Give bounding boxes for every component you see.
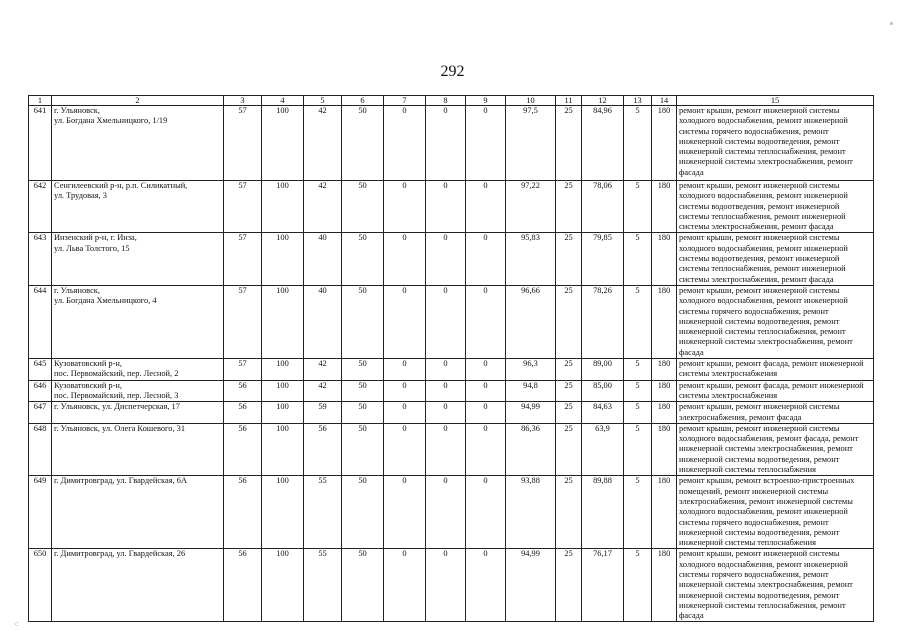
col-12: 84,96 [582,106,624,181]
col-10: 96,66 [506,285,556,358]
col-14: 180 [652,285,677,358]
col-8: 0 [426,181,466,233]
col-3: 56 [224,380,262,402]
col-9: 0 [466,285,506,358]
address: г. Ульяновск, ул. Олега Кошевого, 31 [52,423,224,475]
column-header: 6 [342,96,384,106]
column-header: 13 [624,96,652,106]
col-7: 0 [384,106,426,181]
works-table [28,95,874,622]
works-list: ремонт крыши, ремонт встроенно-пристроенных помещений, ремонт инженерной системы электроснабжения, ремонт инженерной системы холодного водоснабжения, ремонт инженерной системы горячего водоснабжения, ремонт инженерной системы водоотведения, ремонт инженерной системы теплоснабжения [677,476,874,549]
col-6: 50 [342,106,384,181]
col-12: 84,63 [582,402,624,424]
col-9: 0 [466,106,506,181]
table-row [29,359,874,381]
column-header: 3 [224,96,262,106]
col-5: 55 [304,476,342,549]
col-11: 25 [556,233,582,285]
col-11: 25 [556,359,582,381]
col-13: 5 [624,476,652,549]
col-6: 50 [342,285,384,358]
address: Кузоватовский р-н, пос. Первомайский, пер. Лесной, 3 [52,380,224,402]
col-6: 50 [342,233,384,285]
col-11: 25 [556,476,582,549]
col-8: 0 [426,402,466,424]
col-11: 25 [556,380,582,402]
col-12: 63,9 [582,423,624,475]
col-10: 94,8 [506,380,556,402]
column-header: 11 [556,96,582,106]
col-13: 5 [624,402,652,424]
col-6: 50 [342,181,384,233]
address: г. Ульяновск, ул. Богдана Хмельницкого, 1/19 [52,106,224,181]
col-14: 180 [652,380,677,402]
col-10: 97,5 [506,106,556,181]
column-header: 10 [506,96,556,106]
column-header: 2 [52,96,224,106]
table-row [29,181,874,233]
column-header: 1 [29,96,52,106]
col-9: 0 [466,233,506,285]
col-3: 56 [224,423,262,475]
column-header: 4 [262,96,304,106]
row-number: 644 [29,285,52,358]
col-4: 100 [262,476,304,549]
col-12: 89,00 [582,359,624,381]
col-3: 56 [224,402,262,424]
col-10: 86,36 [506,423,556,475]
col-4: 100 [262,233,304,285]
col-5: 42 [304,181,342,233]
table-row [29,549,874,622]
col-3: 57 [224,106,262,181]
col-3: 57 [224,359,262,381]
col-6: 50 [342,359,384,381]
col-13: 5 [624,380,652,402]
col-13: 5 [624,549,652,622]
col-13: 5 [624,181,652,233]
col-14: 180 [652,359,677,381]
address: г. Димитровград, ул. Гвардейская, 6А [52,476,224,549]
col-14: 180 [652,233,677,285]
col-8: 0 [426,549,466,622]
col-13: 5 [624,359,652,381]
col-8: 0 [426,233,466,285]
col-12: 79,85 [582,233,624,285]
col-5: 55 [304,549,342,622]
row-number: 648 [29,423,52,475]
column-header: 15 [677,96,874,106]
col-11: 25 [556,181,582,233]
table-row [29,106,874,181]
col-12: 78,06 [582,181,624,233]
address: Кузоватовский р-н, пос. Первомайский, пер. Лесной, 2 [52,359,224,381]
col-14: 180 [652,181,677,233]
works-list: ремонт крыши, ремонт фасада, ремонт инженерной системы электроснабжения [677,359,874,381]
col-5: 42 [304,359,342,381]
col-14: 180 [652,402,677,424]
table-row [29,476,874,549]
col-7: 0 [384,476,426,549]
col-12: 89,88 [582,476,624,549]
col-13: 5 [624,285,652,358]
works-list: ремонт крыши, ремонт инженерной системы холодного водоснабжения, ремонт инженерной системы горячего водоснабжения, ремонт инженерной системы водоотведения, ремонт инженерной системы теплоснабжения, ремонт инженерной системы электроснабжения, ремонт фасада [677,106,874,181]
col-10: 96,3 [506,359,556,381]
works-list: ремонт крыши, ремонт инженерной системы холодного водоснабжения, ремонт фасада, ремонт инженерной системы электроснабжения, ремонт инженерной системы водоотведения, ремонт инженерной системы теплоснабжения [677,423,874,475]
col-4: 100 [262,106,304,181]
col-4: 100 [262,181,304,233]
col-4: 100 [262,285,304,358]
col-10: 93,88 [506,476,556,549]
row-number: 643 [29,233,52,285]
row-number: 649 [29,476,52,549]
table-row [29,380,874,402]
row-number: 645 [29,359,52,381]
col-3: 57 [224,285,262,358]
row-number: 647 [29,402,52,424]
address: Сенгилеевский р-н, р.п. Силикатный, ул. Трудовая, 3 [52,181,224,233]
col-6: 50 [342,423,384,475]
col-4: 100 [262,402,304,424]
col-11: 25 [556,549,582,622]
col-14: 180 [652,423,677,475]
col-10: 97,22 [506,181,556,233]
col-3: 56 [224,476,262,549]
scan-speck [890,22,893,25]
col-7: 0 [384,423,426,475]
col-13: 5 [624,233,652,285]
col-8: 0 [426,285,466,358]
col-13: 5 [624,106,652,181]
col-12: 85,00 [582,380,624,402]
page-number: 292 [440,63,465,80]
works-list: ремонт крыши, ремонт фасада, ремонт инженерной системы электроснабжения [677,380,874,402]
col-5: 40 [304,233,342,285]
col-8: 0 [426,476,466,549]
address: Инзенский р-н, г. Инза, ул. Льва Толстого, 15 [52,233,224,285]
col-9: 0 [466,549,506,622]
col-9: 0 [466,476,506,549]
col-11: 25 [556,402,582,424]
col-5: 40 [304,285,342,358]
col-13: 5 [624,423,652,475]
col-10: 94,99 [506,549,556,622]
col-8: 0 [426,423,466,475]
table-row [29,285,874,358]
col-9: 0 [466,402,506,424]
col-3: 56 [224,549,262,622]
col-6: 50 [342,402,384,424]
column-header: 9 [466,96,506,106]
works-list: ремонт крыши, ремонт инженерной системы холодного водоснабжения, ремонт инженерной системы водоотведения, ремонт инженерной системы теплоснабжения, ремонт инженерной системы электроснабжения, ремонт фасада [677,233,874,285]
col-11: 25 [556,423,582,475]
col-5: 59 [304,402,342,424]
col-4: 100 [262,359,304,381]
col-7: 0 [384,181,426,233]
col-14: 180 [652,106,677,181]
col-7: 0 [384,233,426,285]
column-header: 5 [304,96,342,106]
col-3: 57 [224,233,262,285]
col-11: 25 [556,285,582,358]
row-number: 641 [29,106,52,181]
col-4: 100 [262,549,304,622]
col-7: 0 [384,380,426,402]
row-number: 642 [29,181,52,233]
col-6: 50 [342,476,384,549]
scan-artifact: ⁖ [14,620,19,629]
col-9: 0 [466,359,506,381]
column-header: 8 [426,96,466,106]
address: г. Ульяновск, ул. Диспетчерская, 17 [52,402,224,424]
works-list: ремонт крыши, ремонт инженерной системы холодного водоснабжения, ремонт инженерной системы водоотведения, ремонт инженерной системы теплоснабжения, ремонт инженерной системы электроснабжения, ремонт фасада [677,181,874,233]
col-7: 0 [384,285,426,358]
col-11: 25 [556,106,582,181]
row-number: 646 [29,380,52,402]
col-8: 0 [426,106,466,181]
table-row [29,233,874,285]
col-5: 42 [304,380,342,402]
col-9: 0 [466,380,506,402]
col-5: 56 [304,423,342,475]
col-8: 0 [426,380,466,402]
col-8: 0 [426,359,466,381]
row-number: 650 [29,549,52,622]
col-7: 0 [384,549,426,622]
col-7: 0 [384,359,426,381]
col-3: 57 [224,181,262,233]
col-6: 50 [342,549,384,622]
col-10: 95,83 [506,233,556,285]
column-header: 7 [384,96,426,106]
works-list: ремонт крыши, ремонт инженерной системы холодного водоснабжения, ремонт инженерной системы горячего водоснабжения, ремонт инженерной системы электроснабжения, ремонт инженерной системы водоотведения, ремонт инженерной системы теплоснабжения, ремонт фасада [677,549,874,622]
col-14: 180 [652,476,677,549]
column-header: 12 [582,96,624,106]
col-9: 0 [466,423,506,475]
col-12: 76,17 [582,549,624,622]
column-header: 14 [652,96,677,106]
works-list: ремонт крыши, ремонт инженерной системы холодного водоснабжения, ремонт инженерной системы горячего водоснабжения, ремонт инженерной системы водоотведения, ремонт инженерной системы теплоснабжения, ремонт инженерной системы электроснабжения, ремонт фасада [677,285,874,358]
col-5: 42 [304,106,342,181]
header-row [29,96,874,106]
col-6: 50 [342,380,384,402]
col-10: 94,99 [506,402,556,424]
table-row [29,402,874,424]
works-list: ремонт крыши, ремонт инженерной системы электроснабжения, ремонт фасада [677,402,874,424]
address: г. Димитровград, ул. Гвардейская, 26 [52,549,224,622]
col-7: 0 [384,402,426,424]
col-4: 100 [262,380,304,402]
table-row [29,423,874,475]
col-14: 180 [652,549,677,622]
address: г. Ульяновск, ул. Богдана Хмельницкого, 4 [52,285,224,358]
col-12: 78,26 [582,285,624,358]
col-9: 0 [466,181,506,233]
col-4: 100 [262,423,304,475]
